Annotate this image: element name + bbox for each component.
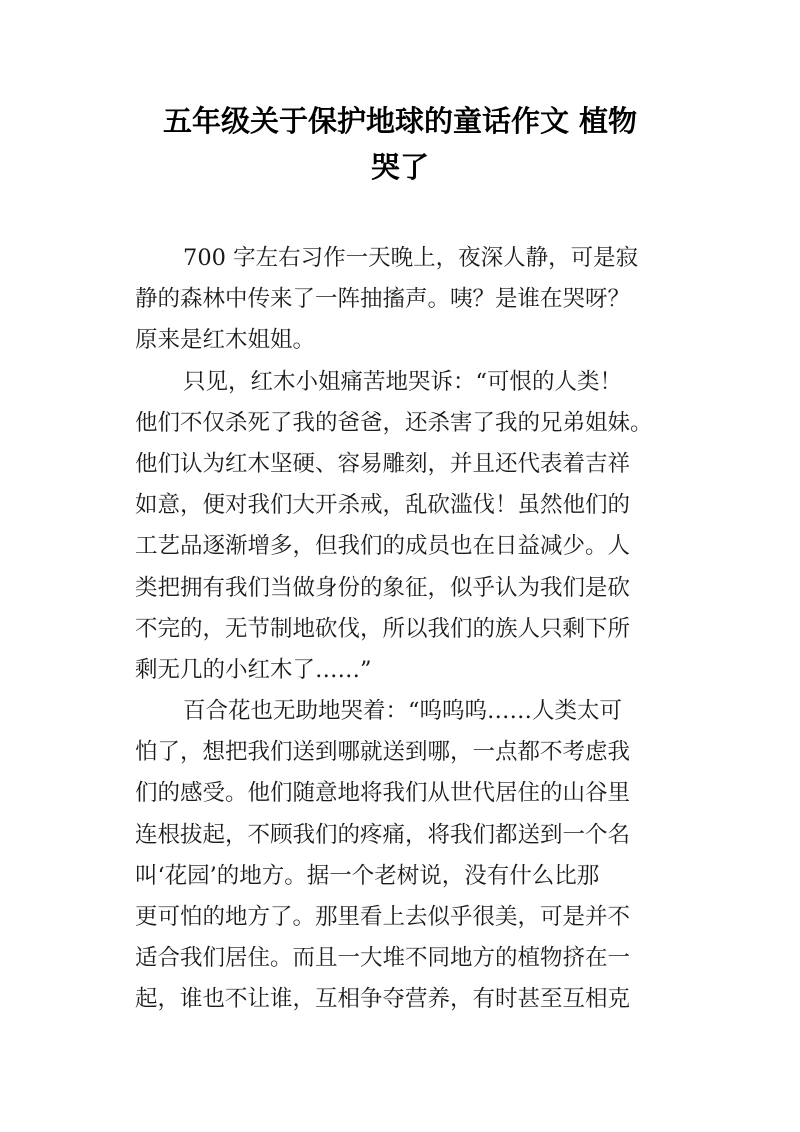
text-line: 更可怕的地方了。那里看上去似乎很美，可是并不	[135, 904, 631, 930]
title-line-1: 五年级关于保护地球的童话作文 植物	[162, 104, 638, 138]
text-line: 连根拔起，不顾我们的疼痛，将我们都送到一个名	[135, 821, 631, 848]
text-line: 适合我们居住。而且一大堆不同地方的植物挤在一	[135, 945, 631, 972]
document-title	[100, 98, 700, 190]
text-line: 不完的，无节制地砍伐，所以我们的族人只剩下所	[135, 615, 631, 642]
text-line: 他们认为红木坚硬、容易雕刻，并且还代表着吉祥	[135, 450, 631, 477]
text-line: 700 字左右习作一天晚上，夜深人静，可是寂	[183, 245, 639, 271]
text-line: 类把拥有我们当做身份的象征，似乎认为我们是砍	[135, 574, 631, 601]
text-line: 叫‘花园’的地方。据一个老树说，没有什么比那	[135, 862, 600, 889]
text-line: 怕了，想把我们送到哪就送到哪，一点都不考虑我	[135, 739, 631, 766]
text-line: 静的森林中传来了一阵抽搐声。咦？是谁在哭呀？	[135, 286, 631, 313]
paragraph-2	[135, 362, 715, 692]
paragraph-1	[135, 238, 715, 362]
text-line: 百合花也无助地哭着：“呜呜呜……人类太可	[183, 698, 623, 725]
text-line: 起，谁也不让谁，互相争夺营养，有时甚至互相克	[135, 986, 631, 1013]
text-line: 如意，便对我们大开杀戒，乱砍滥伐！虽然他们的	[135, 492, 631, 519]
document-body	[135, 238, 715, 1021]
paragraph-3	[135, 691, 715, 1021]
title-line-2: 哭了	[370, 150, 429, 184]
text-line: 他们不仅杀死了我的爸爸，还杀害了我的兄弟姐妹。	[135, 409, 653, 436]
text-line: 原来是红木姐姐。	[135, 327, 316, 354]
text-line: 们的感受。他们随意地将我们从世代居住的山谷里	[135, 780, 631, 807]
text-line: 剩无几的小红木了……”	[135, 656, 372, 683]
text-line: 工艺品逐渐增多，但我们的成员也在日益减少。人	[135, 533, 631, 560]
text-line: 只见，红木小姐痛苦地哭诉：“可恨的人类！	[183, 368, 623, 395]
